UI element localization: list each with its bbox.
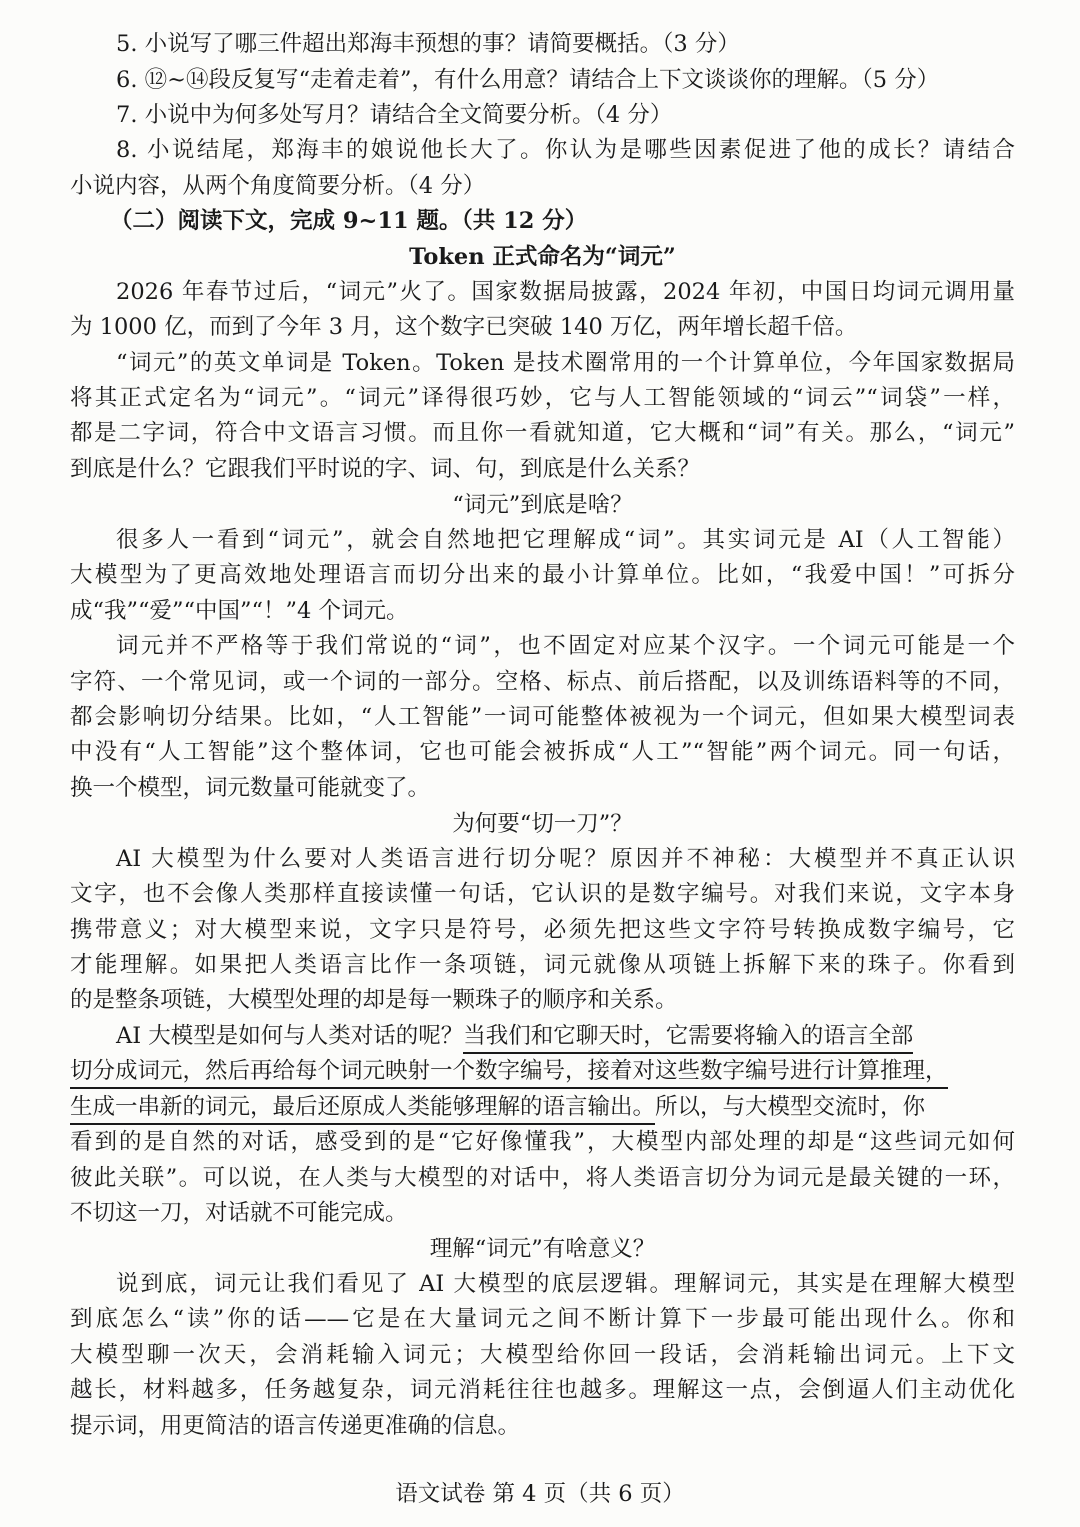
paragraph-line: 文字，也不会像人类那样直接读懂一句话，它认识的是数字编号。对我们来说，文字本身 [70, 881, 1015, 907]
section-heading: （二）阅读下文，完成 9~11 题。（共 12 分） [110, 208, 588, 234]
paragraph-line: 大模型为了更高效地处理语言而切分出来的最小计算单位。比如，“我爱中国！”可拆分 [70, 562, 1015, 588]
paragraph-line: 才能理解。如果把人类语言比作一条项链，词元就像从项链上拆解下来的珠子。你看到 [70, 952, 1015, 978]
paragraph-line: 将其正式定名为“词元”。“词元”译得很巧妙，它与人工智能领域的“词云”“词袋”一样， [70, 385, 1015, 411]
subhead-1: “词元”到底是啥？ [452, 492, 633, 518]
question-8-cont: 小说内容，从两个角度简要分析。（4 分） [70, 173, 486, 199]
paragraph-line: 很多人一看到“词元”，就会自然地把它理解成“词”。其实词元是 AI（人工智能） [116, 527, 1015, 553]
paragraph-line: 的是整条项链，大模型处理的却是每一颗珠子的顺序和关系。 [70, 987, 678, 1013]
underlined-text: 生成一串新的词元，最后还原成人类能够理解的语言输出。 [70, 1091, 655, 1125]
question-7: 7. 小说中为何多处写月？请结合全文简要分析。（4 分） [116, 102, 673, 128]
question-6: 6. ⑫~⑭段反复写“走着走着”，有什么用意？请结合上下文谈谈你的理解。（5 分） [116, 67, 940, 93]
paragraph-line: 携带意义；对大模型来说，文字只是符号，必须先把这些文字符号转换成数字编号，它 [70, 917, 1015, 943]
underlined-text: 当我们和它聊天时，它需要将输入的语言全部 [463, 1020, 913, 1054]
article-title: Token 正式命名为“词元” [409, 244, 676, 270]
paragraph-line: 提示词，用更简洁的语言传递更准确的信息。 [70, 1413, 521, 1439]
paragraph-line: 词元并不严格等于我们常说的“词”，也不固定对应某个汉字。一个词元可能是一个 [116, 633, 1015, 659]
paragraph-line: 成“我”“爱”“中国”“！”4 个词元。 [70, 598, 409, 624]
question-8: 8. 小说结尾，郑海丰的娘说他长大了。你认为是哪些因素促进了他的成长？请结合 [116, 137, 1015, 163]
question-5: 5. 小说写了哪三件超出郑海丰预想的事？请简要概括。（3 分） [116, 31, 740, 57]
paragraph-line: 2026 年春节过后，“词元”火了。国家数据局披露，2024 年初，中国日均词元调用量 [116, 279, 1015, 305]
paragraph-line: 到底是什么？它跟我们平时说的字、词、句，到底是什么关系？ [70, 456, 701, 482]
paragraph-line: 大模型聊一次天，会消耗输入词元；大模型给你回一段话，会消耗输出词元。上下文 [70, 1342, 1015, 1368]
subhead-3: 理解“词元”有啥意义？ [429, 1236, 656, 1262]
paragraph-line: 中没有“人工智能”这个整体词，它也可能会被拆成“人工”“智能”两个词元。同一句话， [70, 739, 1015, 765]
paragraph-line: 都是二字词，符合中文语言习惯。而且你一看就知道，它大概和“词”有关。那么，“词元” [70, 420, 1015, 446]
paragraph-line: AI 大模型为什么要对人类语言进行切分呢？原因并不神秘：大模型并不真正认识 [116, 846, 1015, 872]
underlined-text: 切分成词元，然后再给每个词元映射一个数字编号，接着对这些数字编号进行计算推理， [70, 1055, 948, 1089]
plain-text: AI 大模型是如何与人类对话的呢？ [116, 1023, 464, 1049]
plain-text: 所以，与大模型交流时，你 [655, 1094, 926, 1120]
paragraph-line: 不切这一刀，对话就不可能完成。 [70, 1200, 408, 1226]
paragraph-line: 字符、一个常见词，或一个词的一部分。空格、标点、前后搭配，以及训练语料等的不同， [70, 669, 1015, 695]
paragraph-line: 都会影响切分结果。比如，“人工智能”一词可能整体被视为一个词元，但如果大模型词表 [70, 704, 1015, 730]
paragraph-line: 彼此关联”。可以说，在人类与大模型的对话中，将人类语言切分为词元是最关键的一环， [70, 1165, 1015, 1191]
underlined-paragraph-line-2 [70, 1053, 1015, 1089]
underlined-paragraph-line-3 [70, 1089, 1015, 1125]
paragraph-line: 越长，材料越多，任务越复杂，词元消耗往往也越多。理解这一点，会倒逼人们主动优化 [70, 1377, 1015, 1403]
paragraph-line: “词元”的英文单词是 Token。Token 是技术圈常用的一个计算单位，今年国家数据局 [116, 350, 1015, 376]
paragraph-line: 到底怎么“读”你的话——它是在大量词元之间不断计算下一步最可能出现什么。你和 [70, 1306, 1015, 1332]
page-footer: 语文试卷 第 4 页（共 6 页） [395, 1481, 685, 1507]
paragraph-line: 为 1000 亿，而到了今年 3 月，这个数字已突破 140 万亿，两年增长超千倍。 [70, 314, 858, 340]
paragraph-line: 看到的是自然的对话，感受到的是“它好像懂我”，大模型内部处理的却是“这些词元如何 [70, 1129, 1015, 1155]
paragraph-line: 换一个模型，词元数量可能就变了。 [70, 775, 431, 801]
paragraph-line: 说到底，词元让我们看见了 AI 大模型的底层逻辑。理解词元，其实是在理解大模型 [116, 1271, 1015, 1297]
subhead-2: 为何要“切一刀”？ [452, 811, 633, 837]
underlined-paragraph-line-1 [116, 1018, 1015, 1054]
